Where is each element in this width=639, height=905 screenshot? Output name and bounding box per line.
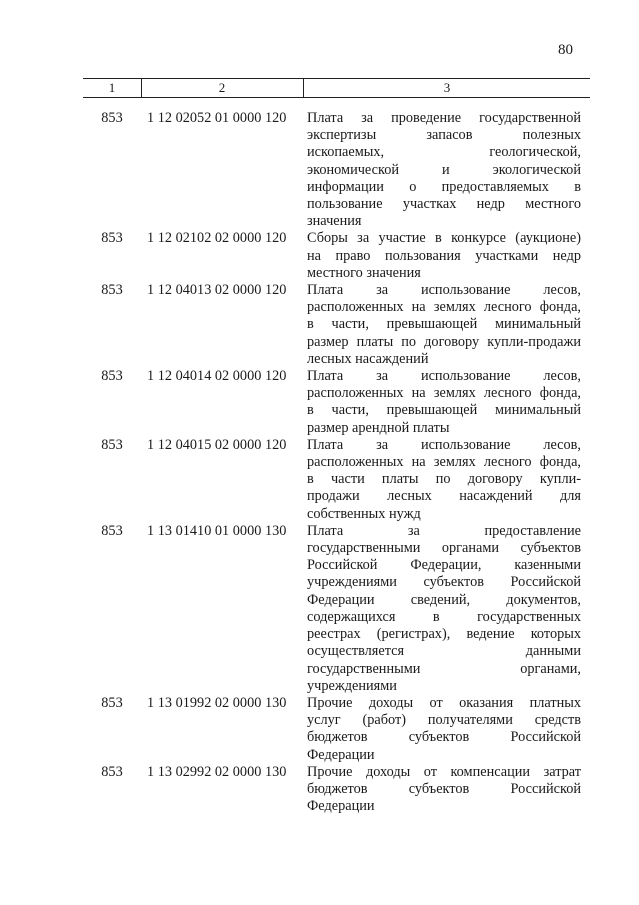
kbk-code: 1 13 01410 01 0000 130 <box>147 522 287 539</box>
description-line: учреждениями субъектов Российской <box>307 574 581 591</box>
page-number: 80 <box>558 42 573 58</box>
description-line: информации о предоставляемых в <box>307 178 581 195</box>
description-line: реестрах (регистрах), ведение которых <box>307 626 581 643</box>
revenue-description <box>305 523 581 695</box>
description-line: размер арендной платы <box>307 419 450 436</box>
description-line: экономической и экологической <box>307 161 581 178</box>
description-line: пользование участках недр местного <box>307 196 581 213</box>
admin-code: 853 <box>101 522 123 539</box>
revenue-description <box>305 282 581 368</box>
description-line: собственных нужд <box>307 505 421 522</box>
description-line: Плата за предоставление <box>307 522 581 539</box>
table-row <box>83 695 590 764</box>
description-line: Сборы за участие в конкурсе (аукционе) <box>307 230 581 247</box>
admin-code: 853 <box>101 368 123 385</box>
admin-code: 853 <box>101 436 123 453</box>
description-line: размер платы по договору купли-продажи <box>307 333 581 350</box>
kbk-code: 1 12 04014 02 0000 120 <box>147 368 287 385</box>
description-line: расположенных на землях лесного фонда, <box>307 299 581 316</box>
description-line: государственными органами субъектов <box>307 540 581 557</box>
description-line: расположенных на землях лесного фонда, <box>307 385 581 402</box>
description-line: продажи лесных насаждений для <box>307 488 581 505</box>
header-col-1: 1 <box>83 79 142 97</box>
table-body <box>83 110 590 815</box>
description-line: Прочие доходы от компенсации затрат <box>307 763 581 780</box>
revenue-description <box>305 230 581 282</box>
table-row <box>83 368 590 437</box>
revenue-description <box>305 764 581 816</box>
description-line: ископаемых, геологической, <box>307 144 581 161</box>
kbk-code: 1 12 02052 01 0000 120 <box>147 110 287 126</box>
description-line: в части, превышающей минимальный <box>307 402 581 419</box>
description-line: в части, превышающей минимальный <box>307 316 581 333</box>
description-line: расположенных на землях лесного фонда, <box>307 454 581 471</box>
table-row <box>83 110 590 230</box>
description-line: Российской Федерации, казенными <box>307 557 581 574</box>
revenue-description <box>305 437 581 523</box>
description-line: экспертизы запасов полезных <box>307 127 581 144</box>
description-line: содержащихся в государственных <box>307 608 581 625</box>
table-row <box>83 523 590 695</box>
description-line: Плата за проведение государственной <box>307 110 581 126</box>
description-line: Прочие доходы от оказания платных <box>307 694 581 711</box>
description-line: в части платы по договору купли- <box>307 471 581 488</box>
table-header <box>83 78 590 98</box>
description-line: лесных насаждений <box>307 350 429 367</box>
description-line: бюджетов субъектов Российской <box>307 780 581 797</box>
revenue-description <box>305 368 581 437</box>
description-line: Федерации <box>307 746 375 763</box>
description-line: учреждениями <box>307 677 397 694</box>
description-line: Федерации сведений, документов, <box>307 591 581 608</box>
description-line: на право пользования участками недр <box>307 247 581 264</box>
table-row <box>83 230 590 282</box>
kbk-code: 1 12 02102 02 0000 120 <box>147 230 287 247</box>
kbk-code: 1 13 01992 02 0000 130 <box>147 694 287 711</box>
revenue-description <box>305 695 581 764</box>
description-line: Федерации <box>307 798 375 815</box>
admin-code: 853 <box>101 110 123 126</box>
admin-code: 853 <box>101 282 123 299</box>
description-line: Плата за использование лесов, <box>307 282 581 299</box>
description-line: государственными органами, <box>307 660 581 677</box>
admin-code: 853 <box>101 694 123 711</box>
kbk-code: 1 13 02992 02 0000 130 <box>147 763 287 780</box>
description-line: значения <box>307 213 362 230</box>
kbk-code: 1 12 04015 02 0000 120 <box>147 436 287 453</box>
revenue-description <box>305 110 581 230</box>
description-line: местного значения <box>307 264 421 281</box>
kbk-code: 1 12 04013 02 0000 120 <box>147 282 287 299</box>
description-line: услуг (работ) получателями средств <box>307 712 581 729</box>
description-line: Плата за использование лесов, <box>307 436 581 453</box>
description-line: Плата за использование лесов, <box>307 368 581 385</box>
header-col-2: 2 <box>141 79 304 97</box>
table-row <box>83 437 590 523</box>
description-line: бюджетов субъектов Российской <box>307 729 581 746</box>
header-col-3: 3 <box>443 80 451 95</box>
description-line: осуществляется данными <box>307 643 581 660</box>
table-row <box>83 764 590 816</box>
table-row <box>83 282 590 368</box>
admin-code: 853 <box>101 230 123 247</box>
admin-code: 853 <box>101 763 123 780</box>
